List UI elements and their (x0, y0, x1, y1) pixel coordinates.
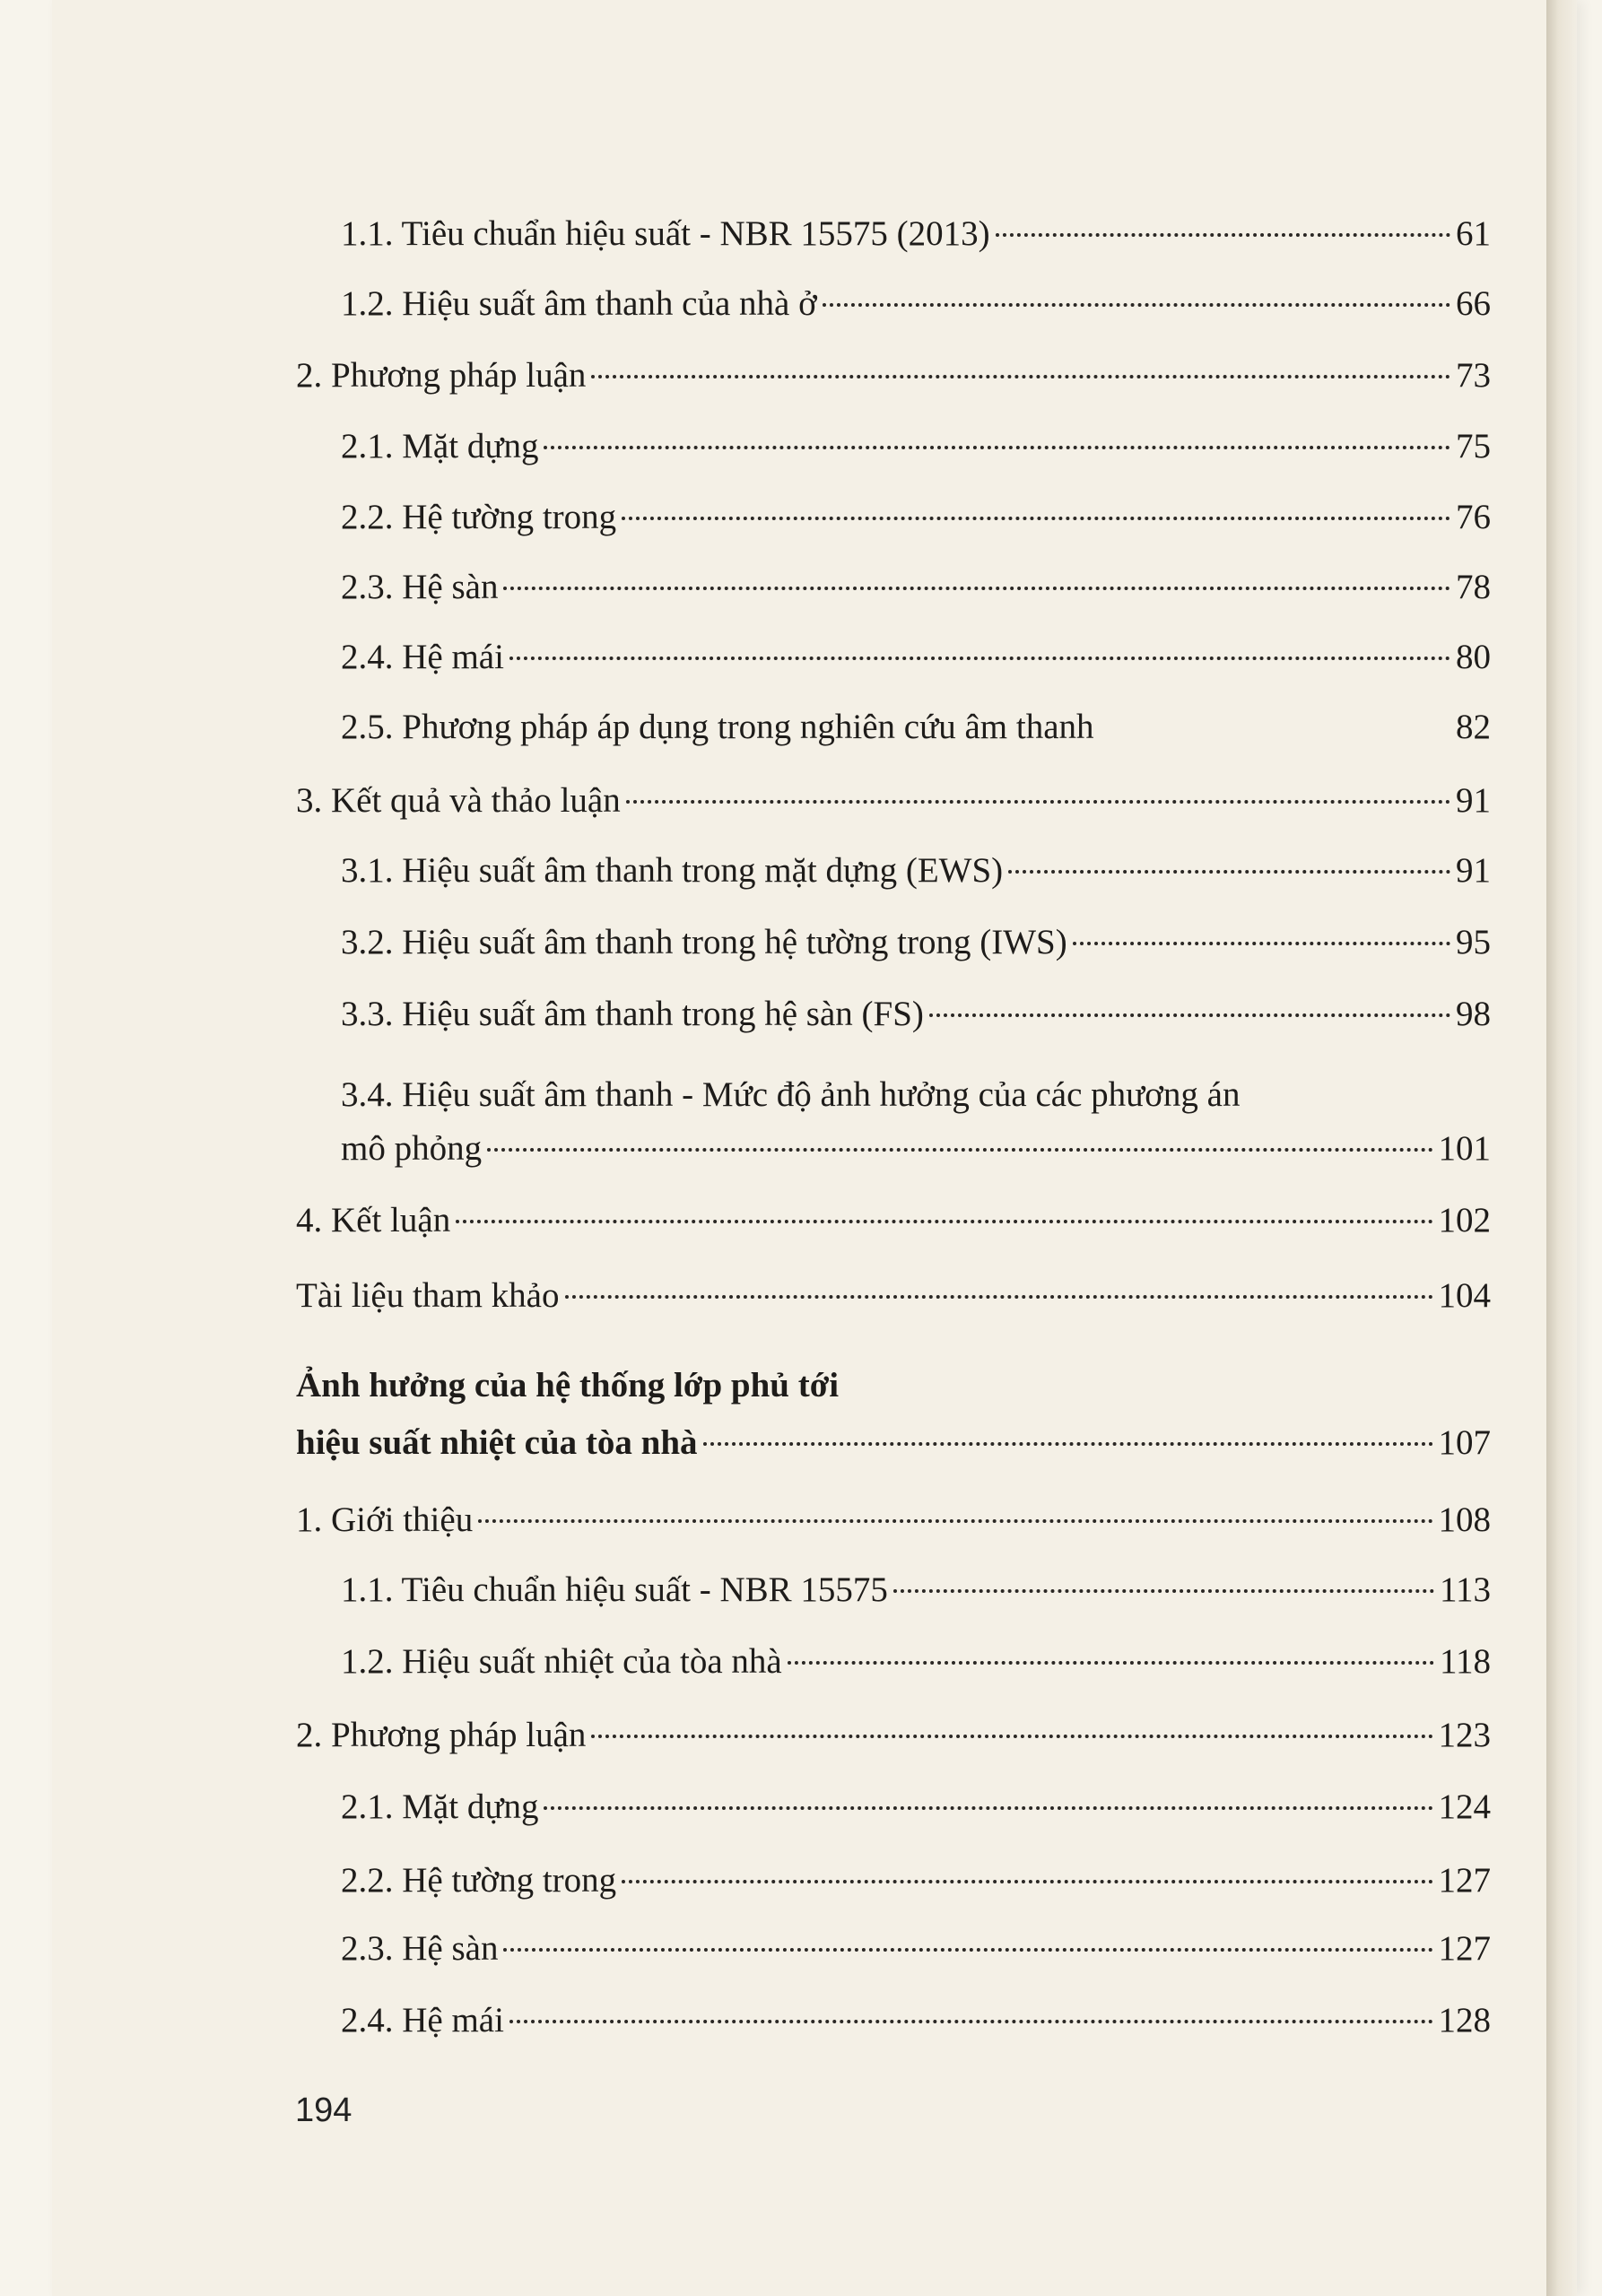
toc-entry-title: 2. Phương pháp luận (296, 1716, 587, 1754)
toc-entry-page: 75 (1456, 427, 1491, 465)
toc-entry-page: 73 (1456, 356, 1491, 395)
toc-entry (296, 994, 1491, 1035)
toc-entry (296, 707, 1491, 748)
leader-dots (509, 2020, 1433, 2023)
page-number: 194 (295, 2092, 353, 2129)
toc-entry (296, 497, 1491, 538)
toc-entry-page: 91 (1456, 851, 1491, 890)
toc-entry-title: 2.2. Hệ tường trong (341, 1861, 617, 1900)
leader-dots (456, 1220, 1432, 1223)
toc-entry (296, 213, 1491, 255)
toc-entry (296, 1500, 1491, 1541)
toc-entry (296, 1200, 1491, 1241)
leader-dots (626, 800, 1450, 804)
toc-entry (296, 2000, 1491, 2041)
leader-dots (893, 1589, 1434, 1593)
section-heading: Ảnh hưởng của hệ thống lớp phủ tới (296, 1366, 840, 1405)
leader-dots (703, 1442, 1433, 1446)
toc-entry (296, 637, 1491, 678)
toc-entry (296, 780, 1491, 822)
toc-entry (296, 1715, 1491, 1756)
leader-dots (1008, 870, 1450, 874)
toc-entry-page: 91 (1456, 781, 1491, 820)
leader-dots (503, 1948, 1432, 1952)
toc-entry (296, 1570, 1491, 1611)
toc-entry (296, 1787, 1491, 1828)
leader-dots (509, 657, 1450, 660)
toc-entry-page: 76 (1456, 498, 1491, 536)
toc-entry-page: 82 (1456, 708, 1491, 746)
book-page (52, 0, 1577, 2296)
toc-entry (296, 850, 1491, 891)
toc-entry-title: 2.3. Hệ sàn (341, 568, 499, 606)
toc-entry-title: 2.4. Hệ mái (341, 638, 504, 676)
toc-entry (296, 283, 1491, 325)
toc-entry-title: 1. Giới thiệu (296, 1500, 474, 1539)
leader-dots (788, 1661, 1434, 1665)
leader-dots (478, 1519, 1432, 1523)
leader-dots (823, 303, 1450, 307)
toc-entry-page: 104 (1438, 1276, 1491, 1315)
toc-entry-page: 98 (1456, 995, 1491, 1033)
toc-entry-page: 107 (1438, 1423, 1491, 1462)
toc-entry (296, 1928, 1491, 1970)
toc-entry-page: 128 (1438, 2001, 1491, 2039)
toc-entry-page: 124 (1438, 1787, 1491, 1826)
toc-entry-page: 113 (1439, 1570, 1491, 1609)
leader-dots (1073, 942, 1450, 945)
toc-entry-page: 78 (1456, 568, 1491, 606)
leader-dots (503, 587, 1450, 590)
leader-dots (929, 1013, 1450, 1017)
leader-dots (622, 1880, 1432, 1883)
toc-entry-title: 2.5. Phương pháp áp dụng trong nghiên cứu âm thanh (341, 708, 1094, 746)
toc-entry (296, 1275, 1491, 1317)
leader-dots (591, 1735, 1432, 1738)
toc-entry-title-line1: 3.4. Hiệu suất âm thanh - Mức độ ảnh hưởng của các phương án (341, 1075, 1241, 1114)
toc-entry-title: 1.2. Hiệu suất nhiệt của tòa nhà (341, 1642, 782, 1681)
toc-entry (296, 922, 1491, 963)
toc-entry-page: 66 (1456, 284, 1491, 323)
toc-entry-page: 101 (1438, 1129, 1491, 1168)
toc-entry-page: 95 (1456, 923, 1491, 961)
toc-entry (296, 1860, 1491, 1901)
toc-entry-page: 127 (1438, 1861, 1491, 1900)
leader-dots (996, 233, 1450, 237)
toc-entry-title: Tài liệu tham khảo (296, 1276, 560, 1315)
toc-entry (296, 567, 1491, 608)
toc-entry-page: 61 (1456, 214, 1491, 253)
toc-entry-page: 123 (1438, 1716, 1491, 1754)
toc-entry-page: 118 (1439, 1642, 1491, 1681)
toc-entry-title: mô phỏng (341, 1129, 483, 1168)
toc-entry-title: 1.1. Tiêu chuẩn hiệu suất - NBR 15575 (341, 1570, 888, 1609)
leader-dots (622, 517, 1450, 520)
toc-entry-title: 4. Kết luận (296, 1201, 451, 1239)
toc-entry (296, 1422, 1491, 1464)
toc-entry (296, 1641, 1491, 1683)
toc-entry-title: 2.4. Hệ mái (341, 2001, 504, 2039)
toc-entry-title: 2. Phương pháp luận (296, 356, 587, 395)
page-gutter (1546, 0, 1577, 2296)
toc-entry-title: 3.1. Hiệu suất âm thanh trong mặt dựng (EWS) (341, 851, 1004, 890)
leader-dots (544, 446, 1450, 449)
toc-entry-title: hiệu suất nhiệt của tòa nhà (296, 1423, 698, 1462)
toc-entry-page: 102 (1438, 1201, 1491, 1239)
toc-entry-title: 2.1. Mặt dựng (341, 1787, 539, 1826)
toc-entry-title: 2.2. Hệ tường trong (341, 498, 617, 536)
leader-dots (1100, 726, 1450, 730)
toc-entry (296, 426, 1491, 467)
toc-entry-title: 1.1. Tiêu chuẩn hiệu suất - NBR 15575 (2013) (341, 214, 990, 253)
toc-entry-title: 1.2. Hiệu suất âm thanh của nhà ở (341, 284, 817, 323)
toc-entry-page: 80 (1456, 638, 1491, 676)
leader-dots (544, 1806, 1432, 1810)
toc-entry-title: 3. Kết quả và thảo luận (296, 781, 621, 820)
leader-dots (565, 1295, 1433, 1299)
toc-entry-page: 127 (1438, 1929, 1491, 1968)
toc-entry (296, 1128, 1491, 1170)
leader-dots (591, 375, 1450, 378)
leader-dots (487, 1148, 1432, 1152)
toc-entry-title: 3.3. Hiệu suất âm thanh trong hệ sàn (FS) (341, 995, 924, 1033)
toc-entry-title: 2.1. Mặt dựng (341, 427, 539, 465)
toc-entry-page: 108 (1438, 1500, 1491, 1539)
toc-entry (296, 355, 1491, 396)
toc-entry-title: 2.3. Hệ sàn (341, 1929, 499, 1968)
toc-entry-title: 3.2. Hiệu suất âm thanh trong hệ tường trong (IWS) (341, 923, 1067, 961)
